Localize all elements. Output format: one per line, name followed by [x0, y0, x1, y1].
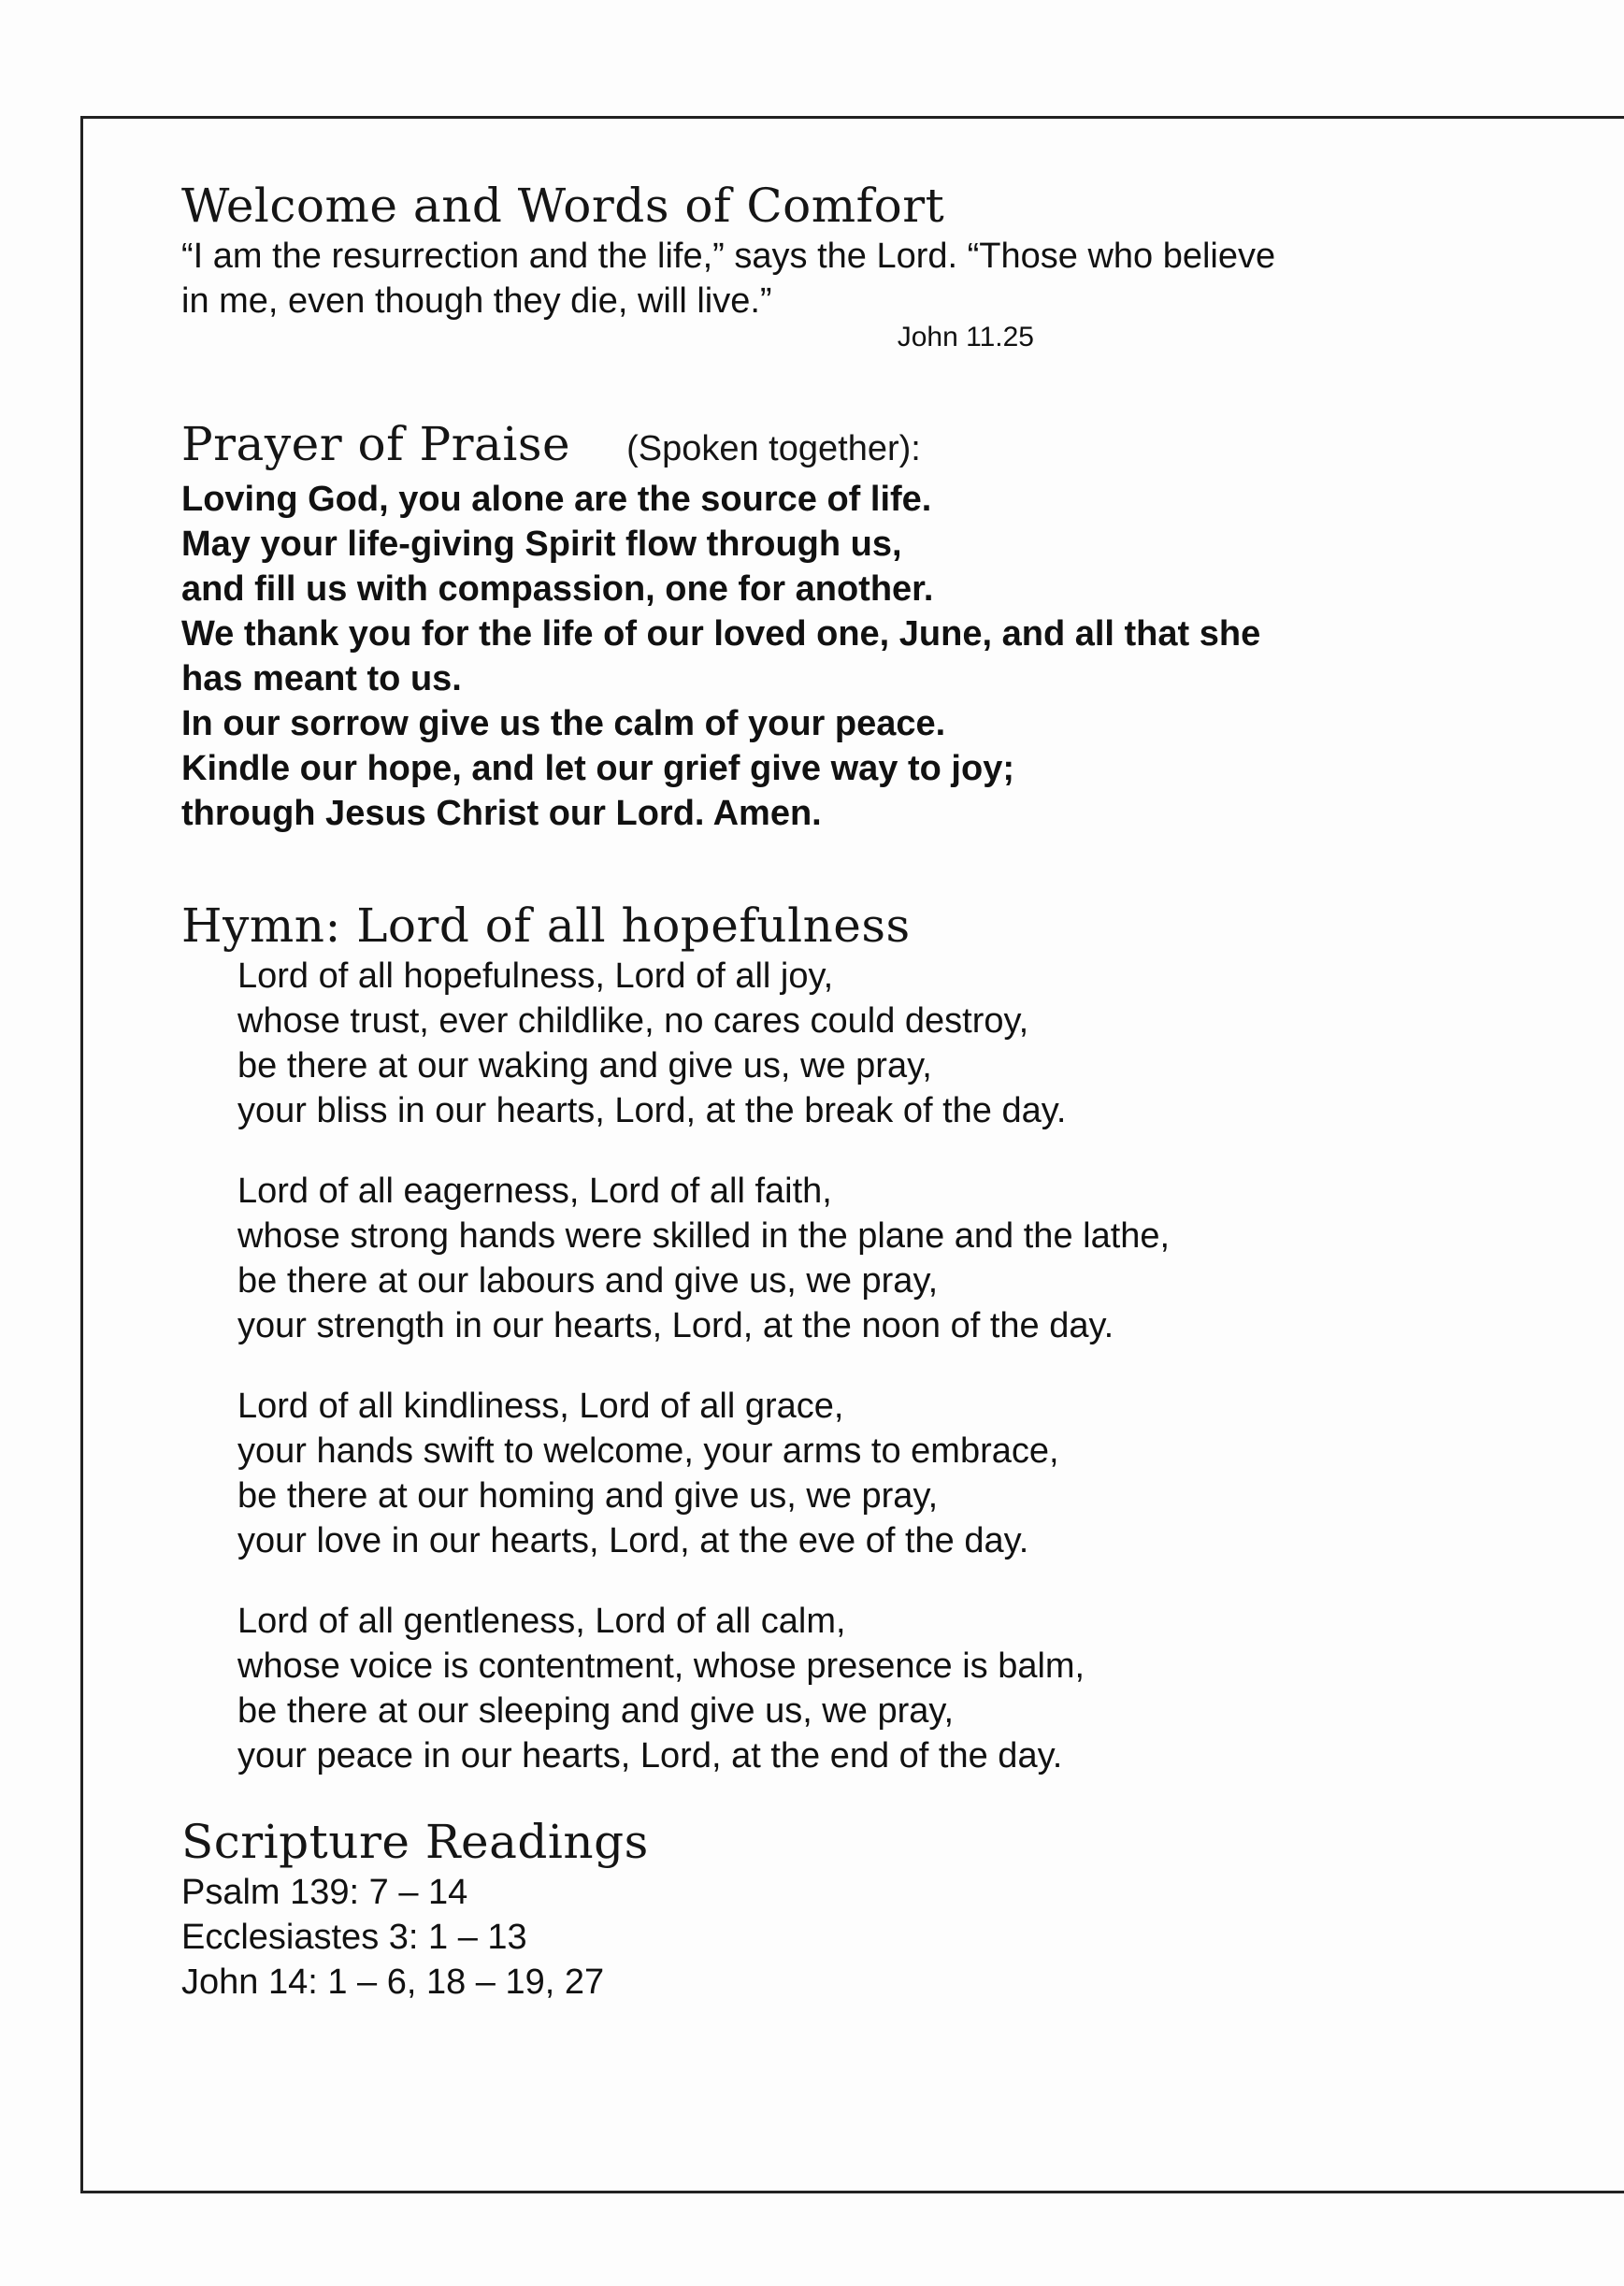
hymn-stanza [237, 954, 1509, 1133]
hymn-line: be there at our waking and give us, we pray, [237, 1046, 932, 1085]
prayer-line: and fill us with compassion, one for another. [181, 569, 934, 609]
hymn-lyrics [237, 954, 1509, 1778]
order-of-service-content [181, 178, 1509, 2005]
scripture-heading: Scripture Readings [181, 1815, 649, 1869]
welcome-text-line: in me, even though they die, will live.” [181, 281, 772, 321]
prayer-heading-row [181, 416, 1509, 477]
scripture-reading: Psalm 139: 7 – 14 [181, 1873, 468, 1912]
hymn-line: whose strong hands were skilled in the plane and the lathe, [237, 1216, 1171, 1256]
prayer-line: In our sorrow give us the calm of your peace. [181, 704, 946, 743]
prayer-line: Kindle our hope, and let our grief give way to joy; [181, 749, 1014, 788]
hymn-line: your hands swift to welcome, your arms to embrace, [237, 1431, 1059, 1471]
scripture-section [181, 1814, 1509, 2005]
hymn-line: Lord of all gentleness, Lord of all calm, [237, 1602, 846, 1641]
hymn-stanza [237, 1384, 1509, 1563]
welcome-citation: John 11.25 [897, 322, 1034, 352]
hymn-heading: Hymn: Lord of all hopefulness [181, 899, 911, 953]
hymn-line: your bliss in our hearts, Lord, at the break of the day. [237, 1091, 1067, 1130]
hymn-line: your love in our hearts, Lord, at the eve of the day. [237, 1521, 1029, 1560]
prayer-spoken-note: (Spoken together): [626, 429, 921, 468]
hymn-line: be there at our homing and give us, we pray, [237, 1476, 939, 1516]
hymn-line: your peace in our hearts, Lord, at the end of the day. [237, 1736, 1063, 1776]
prayer-line: We thank you for the life of our loved one, June, and all that she [181, 614, 1261, 654]
hymn-line: be there at our sleeping and give us, we pray, [237, 1691, 955, 1731]
hymn-line: your strength in our hearts, Lord, at the noon of the day. [237, 1306, 1114, 1345]
scripture-reading: John 14: 1 – 6, 18 – 19, 27 [181, 1963, 605, 2002]
hymn-line: Lord of all hopefulness, Lord of all joy, [237, 956, 834, 996]
hymn-line: be there at our labours and give us, we pray, [237, 1261, 939, 1301]
prayer-section [181, 416, 1509, 836]
hymn-stanza [237, 1599, 1509, 1778]
prayer-line: through Jesus Christ our Lord. Amen. [181, 794, 822, 833]
prayer-heading: Prayer of Praise [181, 417, 571, 471]
welcome-heading: Welcome and Words of Comfort [181, 179, 945, 233]
hymn-section [181, 898, 1509, 1778]
hymn-line: whose trust, ever childlike, no cares could destroy, [237, 1001, 1029, 1041]
hymn-line: whose voice is contentment, whose presence is balm, [237, 1646, 1085, 1686]
hymn-line: Lord of all eagerness, Lord of all faith, [237, 1172, 832, 1211]
prayer-line: has meant to us. [181, 659, 462, 698]
welcome-text-line: “I am the resurrection and the life,” says the Lord. “Those who believe [181, 237, 1276, 276]
hymn-stanza [237, 1169, 1509, 1348]
prayer-line: Loving God, you alone are the source of life. [181, 480, 932, 519]
welcome-section [181, 178, 1509, 353]
prayer-line: May your life-giving Spirit flow through us, [181, 525, 902, 564]
scripture-reading: Ecclesiastes 3: 1 – 13 [181, 1918, 527, 1957]
hymn-line: Lord of all kindliness, Lord of all grace, [237, 1387, 844, 1426]
